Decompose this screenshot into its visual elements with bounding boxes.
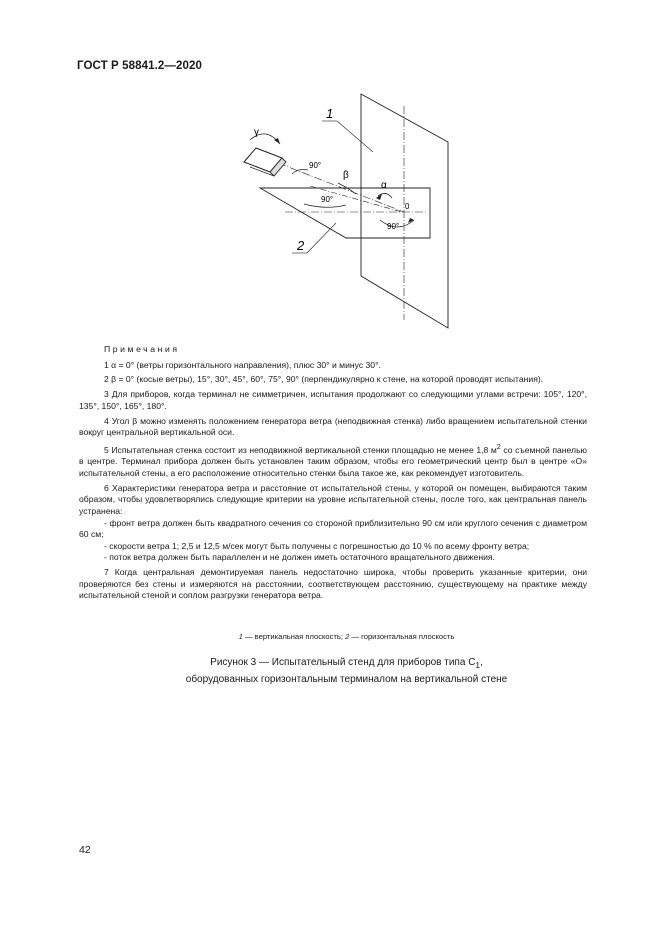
figure-legend: 1 — вертикальная плоскость; 2 — горизонтальная плоскость: [238, 632, 455, 641]
callout-2: 2: [297, 238, 305, 253]
angle-90-bottom: 90°: [387, 222, 400, 231]
label-alpha: α: [381, 180, 387, 191]
document-header: ГОСТ Р 58841.2—2020: [77, 60, 202, 72]
page-number: 42: [79, 844, 91, 856]
note-5: 5 Испытательная стенка состоит из неподвижной вертикальной стенки площадью не менее 1,8 $м^2$ со съемной панелью в центре. Терминал прибора должен быть установлен таким образом, чтобы его геометрический центр был в центре «О» испытательной стены, а его расположение относительно стенки была такое же, как рекомендует изготовитель.: [79, 442, 587, 478]
angle-90-top: 90°: [309, 161, 322, 170]
note-4: 4 Угол β можно изменять положением генератора ветра (неподвижная стенка) либо вращением испытательной стенки вокруг центральной вертикальной оси.: [79, 415, 587, 438]
figure-caption: [79, 656, 614, 686]
notes-section: [79, 344, 587, 605]
note-6-dash-1: - фронт ветра должен быть квадратного сечения со стороной приблизительно 90 см или круглого сечения с диаметром 60 см;: [79, 517, 587, 540]
note-7: 7 Когда центральная демонтируемая панель недостаточно широка, чтобы проверить указанные критерии, они проверяются без стены и измеряются на расстоянии, соответствующем расстоянию, существующему на практике между испытательной стеной и соплом разгрузки генератора ветра.: [79, 567, 587, 601]
test-stand-figure: [230, 88, 470, 348]
wind-generator: [244, 148, 286, 176]
label-beta: β: [343, 170, 349, 181]
caption-line-2: оборудованных горизонтальным терминалом на вертикальной стене: [185, 673, 508, 685]
notes-title: Примечания: [104, 344, 180, 354]
callout-1: 1: [326, 106, 334, 121]
note-3: 3 Для приборов, когда терминал не симметричен, испытания продолжают со следующими углами встречи: 105°, 120°, 135°, 150°, 165°, 180°.: [79, 389, 587, 411]
note-6-dash-3: - поток ветра должен быть параллелен и не должен иметь остаточного вращательного движения.: [104, 552, 495, 563]
note-6-dash-2: - скорости ветра 1; 2,5 и 12,5 м/сек могут быть получены с погрешностью до 10 % по всему фронту ветра;: [104, 540, 530, 551]
caption-line-1: Рисунок 3 — Испытательный стенд для приборов типа $С_1$,: [210, 657, 483, 670]
label-gamma: γ: [254, 127, 259, 138]
note-1: 1 α = 0° (ветры горизонтального направления), плюс 30° и минус 30°.: [104, 359, 381, 370]
angle-90-mid: 90°: [321, 195, 334, 204]
note-6: 6 Характеристики генератора ветра и расстояние от испытательной стены, у которой он помещен, выбираются таким образом, чтобы удовлетворялись следующие критерии на уровне испытательной стены, после того, как центральная панель устранена:: [79, 482, 587, 516]
vertical-plane: [361, 94, 448, 328]
note-2: 2 β = 0° (косые ветры), 15°, 30°, 45°, 60°, 75°, 90° (перпендикулярно к стене, на которой проводят испытания).: [104, 374, 544, 385]
horizontal-plane: [260, 188, 430, 238]
label-zero: 0: [405, 202, 410, 211]
